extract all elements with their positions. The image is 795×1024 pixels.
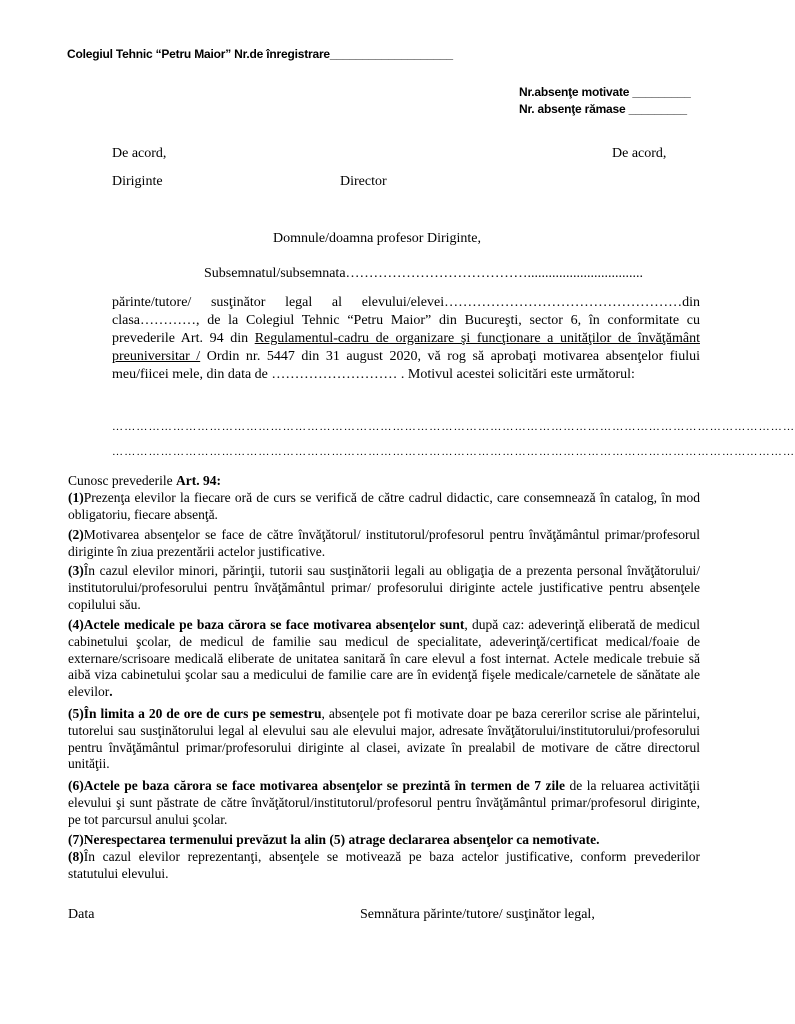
director-label: Director	[340, 174, 387, 189]
paragraph-number: (8)	[68, 849, 84, 864]
diriginte-label: Diriginte	[112, 174, 163, 189]
article-paragraph-4	[68, 617, 700, 701]
paragraph-end: .	[109, 684, 113, 700]
article-intro	[68, 473, 700, 490]
paragraph-bold-text: Actele medicale pe baza cărora se face motivarea absenţelor sunt	[83, 617, 465, 632]
signature-label: Semnătura părinte/tutore/ susţinător legal,	[360, 907, 595, 922]
approval-right-label: De acord,	[612, 146, 667, 161]
date-label: Data	[68, 907, 95, 922]
paragraph-number: (1)	[68, 490, 84, 505]
school-registration-line: Colegiul Tehnic “Petru Maior” Nr.de înregistrare___________________	[67, 47, 453, 61]
paragraph-bold-text: Actele pe baza cărora se face motivarea absenţelor se prezintă în termen de 7 zile	[83, 778, 566, 793]
article-paragraph-1	[68, 490, 700, 524]
request-text: părinte/tutore/ susţinător legal al elevului/elevei……………………………………………din clasa…………, de la Colegiul Tehnic “Petru Maior” din Bucureşti, sector 6, în conformitate cu prevederile Art. 94 din	[112, 295, 700, 346]
article-paragraph-3	[68, 563, 700, 613]
paragraph-number: (5)	[68, 706, 84, 721]
paragraph-text: , după caz: adeverinţă eliberată de medicul cabinetului şcolar, de medicul de familie sau medicul de specialitate, adeverinţă/certificat medical/foaie de externare/scrisoare medicală eliberate de unitatea sanitară în care elevul a fost internat. Actele medicale trebuie să aibă viza cabinetului şcolar sau a medicului de familie care are în evidenţă fişele medicale/carnetele de sănătate ale elevilor	[68, 617, 700, 700]
regulation-reference: Regulamentul-cadru de organizare şi funcţionare a unităţilor de învăţământ preuniversitar /	[112, 331, 700, 364]
paragraph-text: Prezenţa elevilor la fiecare oră de curs se verifică de către cadrul didactic, care consemnează în catalog, în mod obligatoriu, fiecare absenţă.	[68, 490, 700, 522]
article-paragraph-8	[68, 849, 700, 883]
paragraph-bold-text: Nerespectarea termenului prevăzut la alin (5) atrage declararea absenţelor ca nemotivate.	[83, 832, 600, 847]
reason-line-1: ……………………………………………………………………………………………………………………………………………………	[112, 421, 795, 433]
paragraph-number: (3)	[68, 563, 84, 578]
paragraph-text: de la reluarea activităţii elevului şi sunt păstrate de către învăţătorul/institutorul/profesorul pentru învăţământul primar/profesorul diriginte, pe tot parcursul anului şcolar.	[68, 778, 700, 827]
applicant-name-line: Subsemnatul/subsemnata………………………………….................................	[204, 266, 644, 281]
approval-left-label: De acord,	[112, 146, 167, 161]
paragraph-text: În cazul elevilor minori, părinţii, tutorii sau susţinătorii legali au obligaţia de a prezenta personal învăţătorului/ institutorului/profesorului pentru învăţământul primar/ profesorului diriginte actele justificative pentru absenţele copilului său.	[68, 563, 700, 612]
paragraph-number: (7)	[68, 832, 84, 847]
paragraph-number: (6)	[68, 778, 84, 793]
paragraph-bold-text: În limita a 20 de ore de curs pe semestru	[83, 706, 322, 721]
article-paragraph-5	[68, 706, 700, 773]
reason-line-2: ……………………………………………………………………………………………………………………………………………………	[112, 446, 795, 458]
paragraph-number: (2)	[68, 527, 84, 542]
request-paragraph	[112, 294, 700, 384]
request-text-continued: Ordin nr. 5447 din 31 august 2020, vă rog să aprobaţi motivarea absenţelor fiului meu/fiicei mele, din data de ……………………… . Motivul acestei solicitări este următorul:	[112, 349, 700, 382]
article-intro-text: Cunosc prevederile	[68, 473, 176, 488]
paragraph-text: În cazul elevilor reprezentanţi, absenţele se motivează pe baza actelor justificative, conform prevederilor statutului elevului.	[68, 849, 700, 881]
article-paragraph-7	[68, 832, 700, 849]
salutation: Domnule/doamna profesor Diriginte,	[273, 231, 482, 246]
paragraph-number: (4)	[68, 617, 84, 632]
excused-absences-field: Nr.absenţe motivate _________	[519, 85, 691, 99]
paragraph-text: Motivarea absenţelor se face de către învăţătorul/ institutorul/profesorul pentru învăţământul primar/profesorul diriginte în ziua prezentării actelor justificative.	[68, 527, 700, 559]
article-number: Art. 94:	[175, 473, 221, 488]
paragraph-text: , absenţele pot fi motivate doar pe baza cererilor scrise ale părintelui, tutorelui sau susţinătorului legal al elevului sau ale elevului major, adresate învăţătorului/institutorului/profesorului pentru învăţământul primar/profesorului diriginte al clasei, avizate în prealabil de motivare de către directorul unităţii.	[68, 706, 700, 772]
remaining-absences-field: Nr. absenţe rămase _________	[519, 102, 687, 116]
article-paragraph-2	[68, 527, 700, 561]
article-paragraph-6	[68, 778, 700, 828]
